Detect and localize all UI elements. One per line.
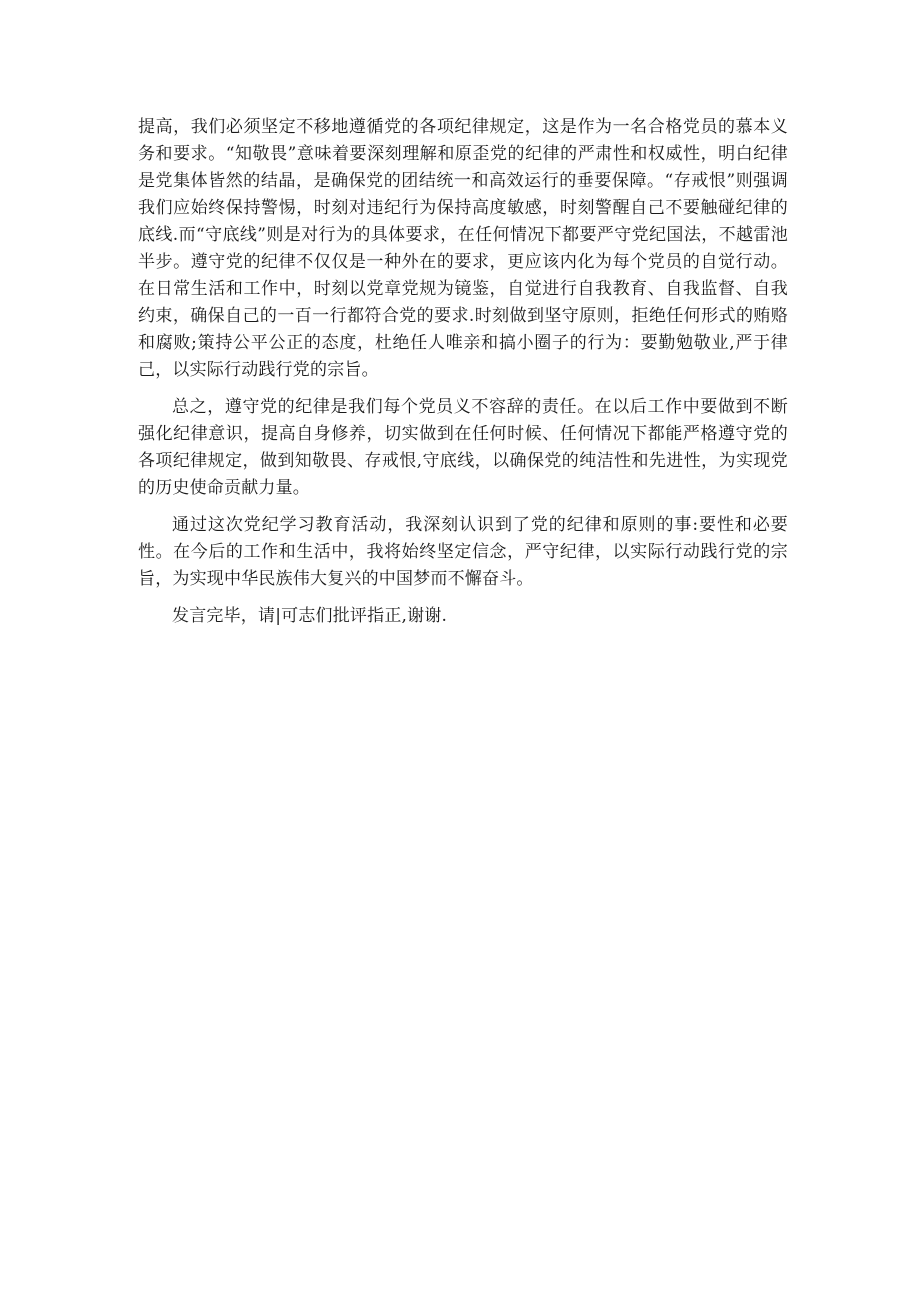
paragraph-summary: 总之，遵守党的纪律是我们每个党员义不容辞的责任。在以后工作中要做到不断强化纪律意识，提高自身修养，切实做到在任何时候、任何情况下都能严格遵守党的各项纪律规定，做到知敬畏、存戒恨,守底线，以确保党的纯洁性和先进性，为实现党的历史使命贡献力量。 [138, 397, 788, 498]
paragraph-closing: 发言完毕，请|可志们批评指正,谢谢. [172, 606, 448, 626]
paragraph-reflection: 通过这次党纪学习教育活动，我深刻认识到了党的纪律和原则的事:要性和必要性。在今后的工作和生活中，我将始终坚定信念，严守纪律，以实际行动践行党的宗旨，为实现中华民族伟大复兴的中国梦而不懈奋斗。 [138, 515, 788, 589]
paragraph-discipline-continued: 提高，我们必须坚定不移地遵循党的各项纪律规定，这是作为一名合格党员的慕本义务和要求。“知敬畏”意味着要深刻理解和原歪党的纪律的严肃性和权威性，明白纪律是党集体皆然的结晶，是确保党的团结统一和高效运行的垂要保障。“存戒恨”则强调我们应始终保持警惕，时刻对违纪行为保持高度敏感，时刻警醒自己不要触碰纪律的底线.而“守底线”则是对行为的具体要求，在任何情况下都要严守党纪国法，不越雷池半步。遵守党的纪律不仅仅是一种外在的要求，更应该内化为每个党员的自觉行动。在日常生活和工作中，时刻以党章党规为镜鉴，自觉进行自我教育、自我监督、自我约束，确保自己的一百一行都符合党的要求.时刻做到坚守原则，拒绝任何形式的贿赂和腐败;策持公平公正的态度，杜绝任人唯亲和搞小圈子的行为：要勤勉敬业,严于律己，以实际行动践行党的宗旨。 [138, 117, 788, 380]
document-body [138, 114, 788, 640]
